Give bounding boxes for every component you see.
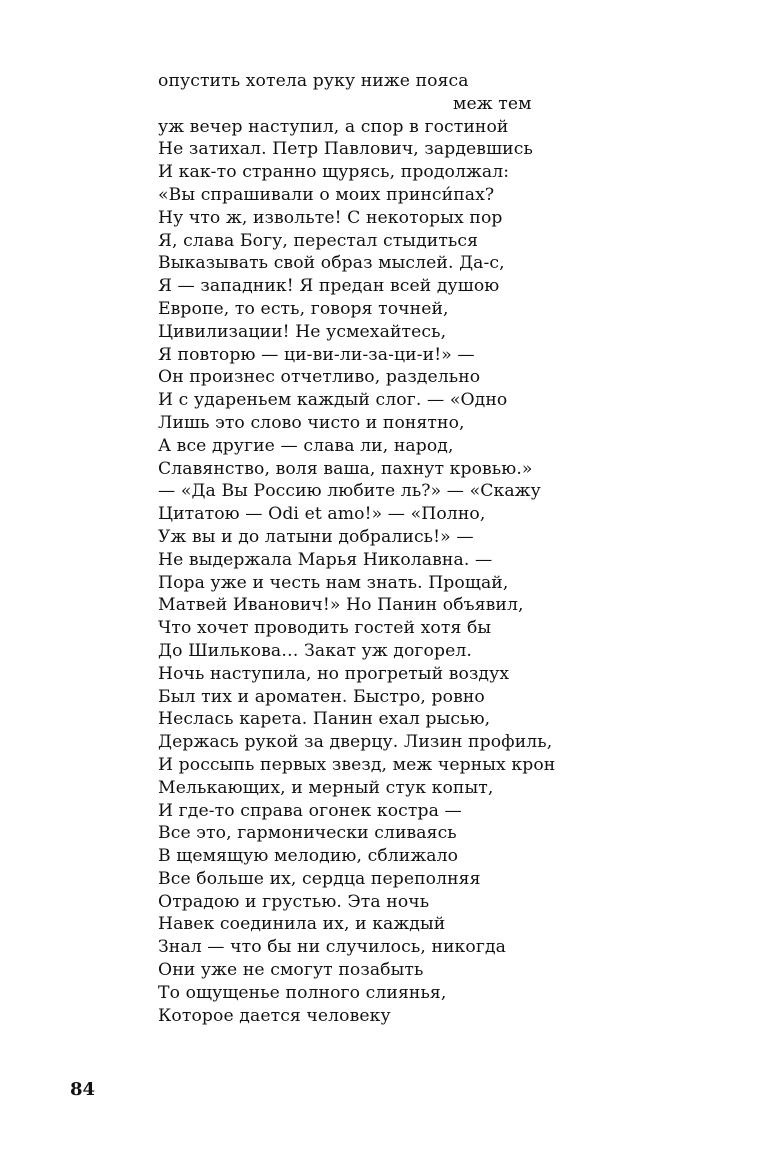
poem-line: Цитатою — Odi et amo!» — «Полно, — [158, 504, 486, 525]
poem-line: И где-то справа огонек костра — — [158, 800, 462, 821]
poem-line: То ощущенье полного слиянья, — [158, 982, 447, 1003]
poem-line: Он произнес отчетливо, раздельно — [158, 367, 481, 388]
poem-line: Мелькающих, и мерный стук копыт, — [158, 777, 494, 798]
poem-line: Европе, то есть, говоря точней, — [158, 298, 449, 319]
poem-line: Что хочет проводить гостей хотя бы — [158, 618, 492, 639]
poem-line: И с удареньем каждый слог. — «Одно — [158, 390, 508, 411]
poem-line: опустить хотела руку ниже пояса — [158, 71, 469, 91]
poem-line: Был тих и ароматен. Быстро, ровно — [158, 686, 485, 707]
poem-line: Навек соединила их, и каждый — [158, 914, 446, 935]
poem-line: уж вечер наступил, а спор в гостиной — [158, 116, 509, 137]
poem-line: А все другие — слава ли, народ, — [158, 435, 454, 456]
poem-line: Славянство, воля ваша, пахнут кровью.» — [158, 458, 533, 479]
poem-line: Не затихал. Петр Павлович, зардевшись — [158, 139, 533, 160]
page-number: 84 — [70, 1079, 96, 1100]
poem-line: Матвей Иванович!» Но Панин объявил, — [158, 595, 524, 616]
poem-line: И россыпь первых звезд, меж черных крон — [158, 754, 556, 775]
poem-line: Ну что ж, извольте! С некоторых пор — [158, 207, 503, 228]
poem-line: Которое дается человеку — [158, 1005, 391, 1026]
poem-line: Они уже не смогут позабыть — [158, 960, 424, 981]
poem-line: Цивилизации! Не усмехайтесь, — [158, 321, 447, 342]
poem-line: Выказывать свой образ мыслей. Да-с, — [158, 253, 505, 274]
poem-line: Неслась карета. Панин ехал рысью, — [158, 709, 491, 730]
poem-line: Пора уже и честь нам знать. Прощай, — [158, 572, 509, 593]
poem-line: В щемящую мелодию, сближало — [158, 846, 459, 867]
poem-line: — «Да Вы Россию любите ль?» — «Скажу — [158, 481, 541, 502]
poem-line: До Шилькова… Закат уж догорел. — [158, 640, 472, 661]
poem-line: Ночь наступила, но прогретый воздух — [158, 663, 510, 684]
poem-line: Я повторю — ци-ви-ли-за-ци-и!» — — [158, 344, 475, 365]
poem-line: «Вы спрашивали о моих принси́пах? — [158, 184, 495, 205]
poem-line: Не выдержала Марья Николавна. — — [158, 549, 493, 570]
poem-line: Уж вы и до латыни добрались!» — — [158, 526, 474, 547]
poem-line: Я — западник! Я предан всей душою — [158, 276, 500, 297]
poem-line: меж тем — [453, 93, 532, 114]
poem-line: Все это, гармонически сливаясь — [158, 823, 457, 844]
poem-line: Знал — что бы ни случилось, никогда — [158, 937, 506, 958]
poem-line: Держась рукой за дверцу. Лизин профиль, — [158, 732, 553, 753]
poem-line: Все больше их, сердца переполняя — [158, 868, 481, 889]
poem-line: И как-то странно щурясь, продолжал: — [158, 162, 510, 183]
poem-line: Я, слава Богу, перестал стыдиться — [158, 230, 479, 251]
poem-line: Лишь это слово чисто и понятно, — [158, 412, 465, 433]
poem-line: Отрадою и грустью. Эта ночь — [158, 891, 430, 912]
poem-text — [158, 70, 758, 1027]
